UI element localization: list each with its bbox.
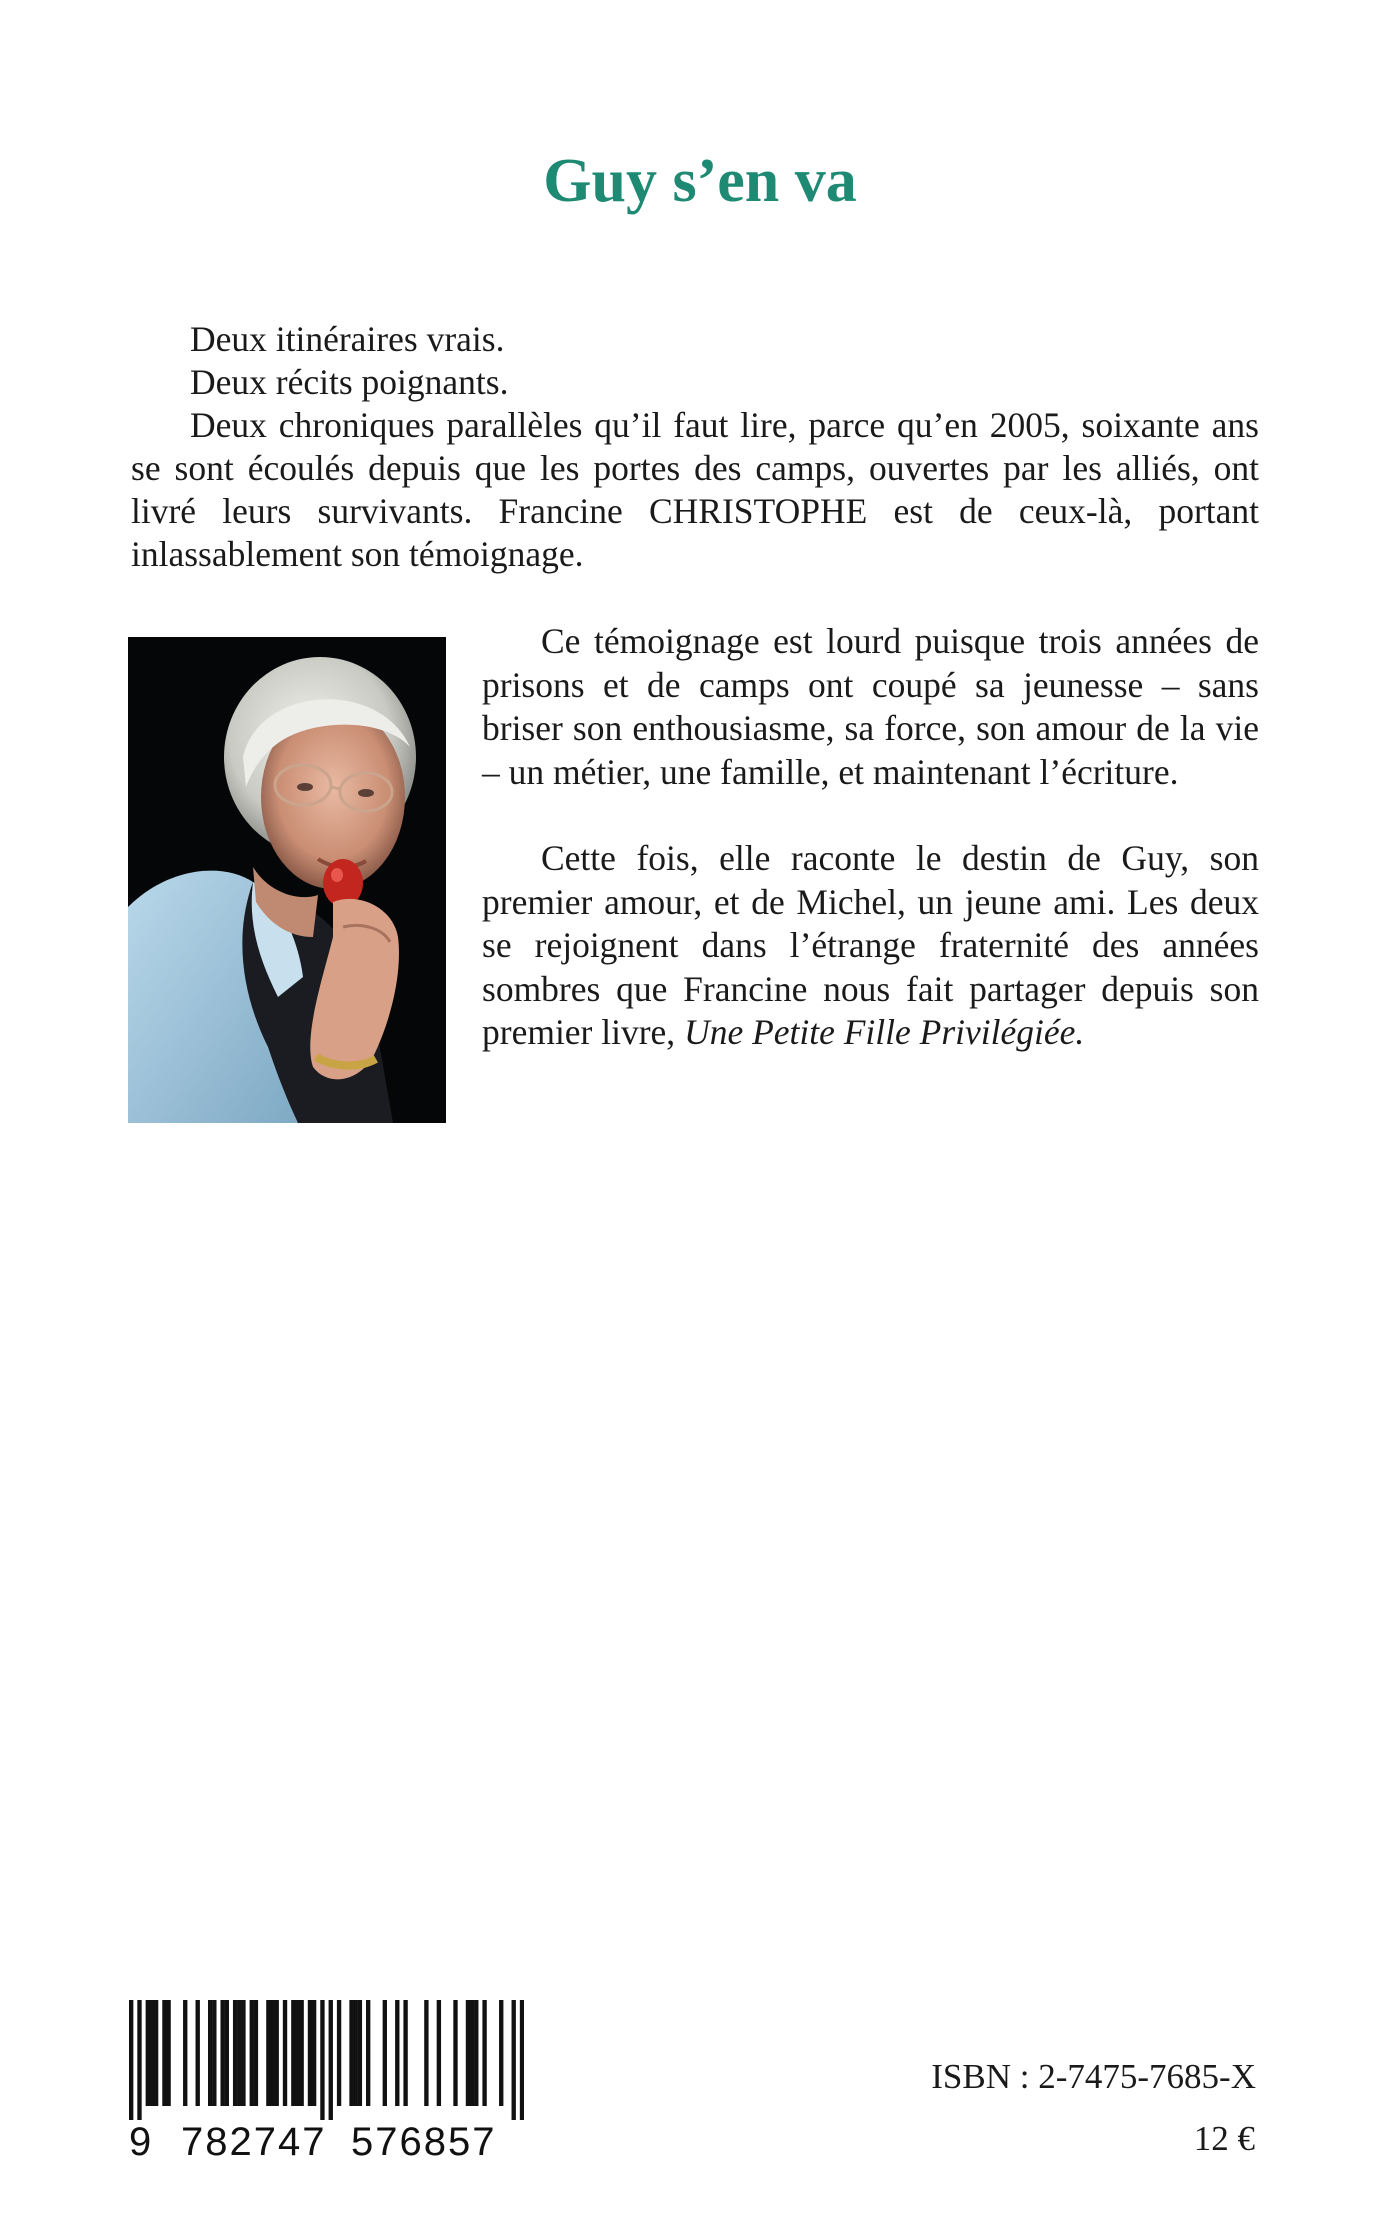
barcode-lead-digit: 9	[129, 2120, 152, 2164]
barcode-bar	[254, 2000, 258, 2106]
barcode-bar	[241, 2000, 245, 2106]
book-title: Guy s’en va	[543, 147, 857, 215]
price-label: 12 €	[1193, 2119, 1255, 2158]
barcode-bar	[225, 2000, 229, 2106]
barcode-bar	[337, 2000, 341, 2106]
barcode-bar	[183, 2000, 187, 2106]
barcode-bar	[233, 2000, 237, 2106]
barcode-bar	[312, 2000, 316, 2106]
barcode-bar	[208, 2000, 212, 2106]
barcode-bar	[424, 2000, 428, 2106]
barcode-digits	[129, 2118, 529, 2166]
barcode-bar	[295, 2000, 299, 2106]
author-portrait-image	[128, 637, 446, 1123]
body-text-column	[482, 620, 1259, 1098]
barcode-bar	[470, 2000, 474, 2106]
intro-line-2: Deux récits poignants.	[190, 362, 509, 402]
barcode-bar	[154, 2000, 158, 2106]
barcode-bar	[162, 2000, 166, 2106]
barcode-bar	[437, 2000, 441, 2106]
barcode-bar	[237, 2000, 241, 2106]
barcode-bar	[212, 2000, 216, 2106]
body-paragraph-2-text: Cette fois, elle raconte le destin de Guy, son premier amour, et de Michel, un jeune ami. Les deux se rejoignent dans l’étrange fraternité des années sombres que Francine nous fait partager depuis son premier livre,	[482, 838, 1259, 1052]
barcode-bar	[383, 2000, 387, 2106]
barcode-bar	[482, 2000, 486, 2106]
barcode-bar	[349, 2000, 353, 2106]
barcode-bar	[250, 2000, 254, 2106]
barcode-bar	[129, 2000, 133, 2120]
barcode-group-1: 782747	[181, 2120, 327, 2164]
barcode-bar	[320, 2000, 324, 2120]
barcode-bar	[512, 2000, 516, 2120]
barcode-bar	[299, 2000, 303, 2106]
intro-line-1: Deux itinéraires vrais.	[190, 319, 505, 359]
barcode-group-2: 576857	[351, 2120, 497, 2164]
barcode-bars	[129, 2000, 524, 2120]
book-reference-title: Une Petite Fille Privilégiée.	[684, 1012, 1085, 1052]
barcode-bar	[266, 2000, 270, 2106]
isbn-label: ISBN : 2-7475-7685-X	[931, 2057, 1256, 2096]
barcode-bar	[270, 2000, 274, 2106]
barcode-bar	[354, 2000, 358, 2106]
author-photo	[128, 637, 446, 1123]
barcode-bar	[474, 2000, 478, 2106]
barcode-bar	[499, 2000, 503, 2106]
barcode-bar	[220, 2000, 224, 2106]
barcode-bar	[395, 2000, 399, 2106]
intro-paragraph: Deux chroniques parallèles qu’il faut lire, parce qu’en 2005, soixante ans se sont écoulés depuis que les portes des camps, ouvertes par les alliés, ont livré leurs survivants. Francine CHRISTOPHE est de ceux-là, portant inlassablement son témoignage.	[131, 405, 1259, 574]
barcode-bar	[137, 2000, 141, 2120]
barcode-bar	[275, 2000, 279, 2106]
barcode-bar	[358, 2000, 362, 2106]
barcode-bar	[403, 2000, 407, 2106]
barcode-bar	[308, 2000, 312, 2106]
body-paragraph-1: Ce témoignage est lourd puisque trois années de prisons et de camps ont coupé sa jeunesse – sans briser son enthousiasme, sa force, son amour de la vie – un métier, une famille, et maintenant l’écriture.	[482, 621, 1259, 792]
body-paragraph-2	[482, 837, 1259, 1055]
barcode-bar	[329, 2000, 333, 2120]
barcode-bar	[466, 2000, 470, 2106]
barcode-bar	[146, 2000, 150, 2106]
barcode-bar	[291, 2000, 295, 2106]
barcode-bar	[366, 2000, 370, 2106]
barcode-bar	[283, 2000, 287, 2106]
barcode-bar	[453, 2000, 457, 2106]
intro-section	[131, 318, 1259, 576]
barcode-bar	[520, 2000, 524, 2120]
barcode-bar	[150, 2000, 154, 2106]
barcode-bar	[196, 2000, 200, 2106]
barcode-bar	[166, 2000, 170, 2106]
